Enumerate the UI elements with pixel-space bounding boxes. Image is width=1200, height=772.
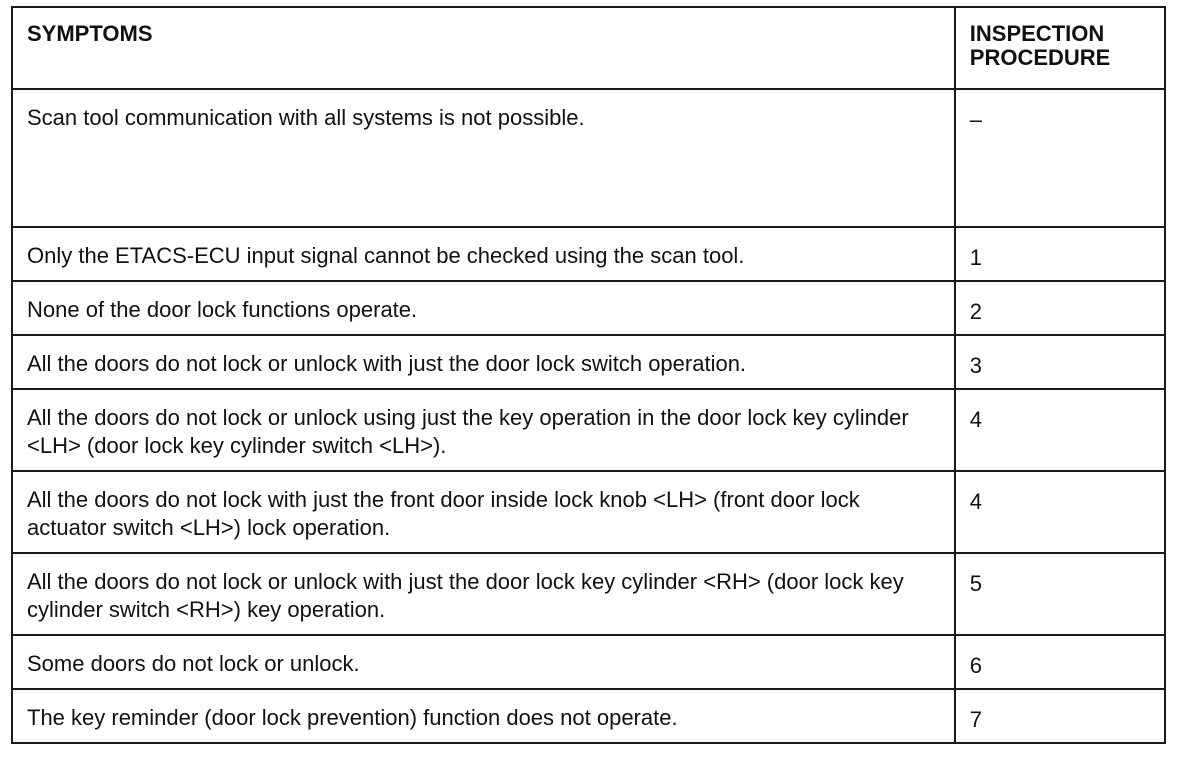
procedure-cell: – (955, 89, 1165, 227)
header-procedure-line2: PROCEDURE (969, 45, 1111, 70)
table-row (12, 281, 1165, 335)
table-row (12, 689, 1165, 743)
procedure-cell: 2 (955, 281, 1165, 335)
symptom-cell: All the doors do not lock with just the front door inside lock knob <LH> (front door lock actuator switch <LH>) lock operation. (12, 471, 955, 553)
table-row (12, 553, 1165, 635)
table-row (12, 227, 1165, 281)
symptom-table (11, 6, 1166, 744)
header-inspection-procedure (955, 7, 1165, 89)
header-procedure-line1: INSPECTION (969, 21, 1105, 46)
table-row (12, 471, 1165, 553)
procedure-cell: 6 (955, 635, 1165, 689)
symptom-cell: All the doors do not lock or unlock with just the door lock key cylinder <RH> (door lock key cylinder switch <RH>) key operation. (12, 553, 955, 635)
symptom-cell: Scan tool communication with all systems is not possible. (12, 89, 955, 227)
symptom-cell: The key reminder (door lock prevention) function does not operate. (12, 689, 955, 743)
procedure-cell: 4 (955, 389, 1165, 471)
procedure-cell: 4 (955, 471, 1165, 553)
table-row (12, 389, 1165, 471)
table-header-row (12, 7, 1165, 89)
table-row (12, 89, 1165, 227)
symptom-cell: None of the door lock functions operate. (12, 281, 955, 335)
procedure-cell: 7 (955, 689, 1165, 743)
symptom-cell: All the doors do not lock or unlock using just the key operation in the door lock key cylinder <LH> (door lock key cylinder switch <LH>). (12, 389, 955, 471)
procedure-cell: 1 (955, 227, 1165, 281)
procedure-cell: 5 (955, 553, 1165, 635)
header-symptoms-label: SYMPTOMS (27, 21, 153, 46)
symptom-cell: All the doors do not lock or unlock with just the door lock switch operation. (12, 335, 955, 389)
symptom-cell: Only the ETACS-ECU input signal cannot be checked using the scan tool. (12, 227, 955, 281)
header-symptoms (12, 7, 955, 89)
symptom-cell: Some doors do not lock or unlock. (12, 635, 955, 689)
table-row (12, 635, 1165, 689)
procedure-cell: 3 (955, 335, 1165, 389)
table-row (12, 335, 1165, 389)
